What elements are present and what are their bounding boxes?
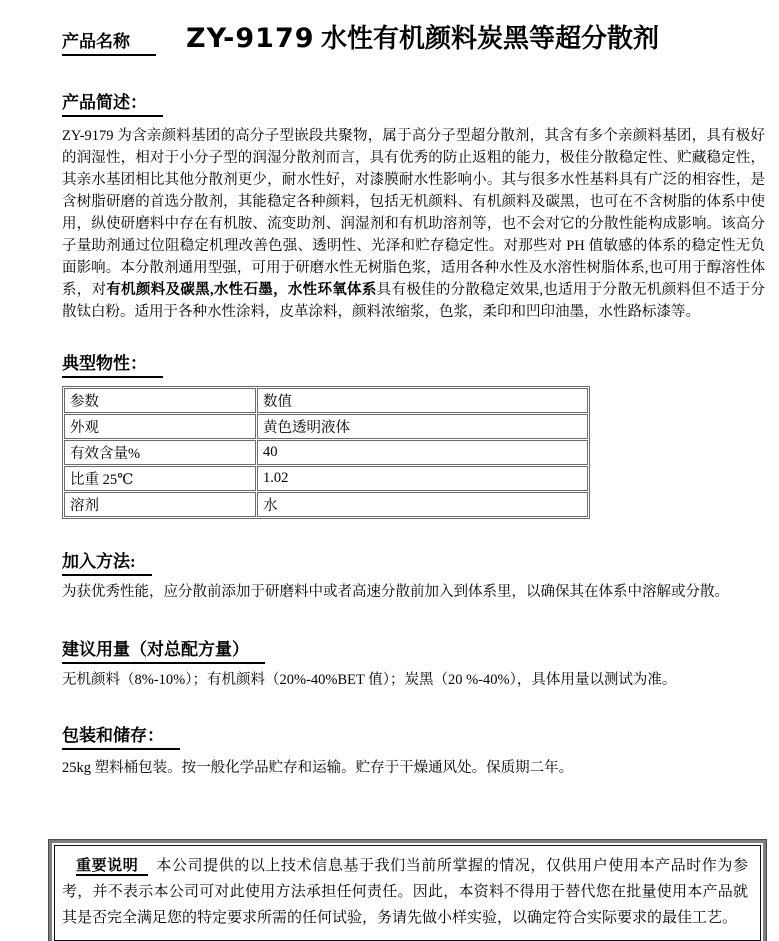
table-header-param: 参数 (64, 388, 256, 413)
page-title (186, 18, 659, 55)
section-properties (62, 349, 765, 519)
table-cell-param: 溶剂 (64, 492, 256, 517)
table-row (64, 414, 588, 439)
table-cell-param: 比重 25℃ (64, 466, 256, 491)
brief-text-part2: 具有极佳的分散稳定效果,也适用于分散无机颜料但不适于分散钛白粉。适用于各种水性涂料，皮革涂料，颜料浓缩浆，色浆，柔印和凹印油墨，水性路标漆等。 (62, 282, 765, 320)
method-paragraph: 为获优秀性能，应分散前添加于研磨料中或者高速分散前加入到体系里，以确保其在体系中溶解或分散。 (62, 584, 729, 600)
section-method (62, 547, 765, 603)
table-cell-value: 40 (257, 440, 588, 465)
table-cell-value: 黄色透明液体 (257, 414, 588, 439)
table-header-row (64, 388, 588, 413)
brief-heading: 产品简述： (62, 88, 163, 117)
table-cell-value: 1.02 (257, 466, 588, 491)
section-brief (62, 88, 765, 323)
table-row (64, 492, 588, 517)
brief-text-part1: ZY-9179 为含亲颜料基团的高分子型嵌段共聚物，属于高分子型超分散剂，其含有多个亲颜料基团，具有极好的润湿性，相对于小分子型的润湿分散剂而言，具有优秀的防止返粗的能力，极佳分散稳定性、贮藏稳定性，其亲水基团相比其他分散剂更少，耐水性好，对漆膜耐水性影响小。其与很多水性基料具有广泛的相容性，是含树脂研磨的首选分散剂，其能稳定各种颜料，包括无机颜料、有机颜料及碳黑，也可在不含树脂的体系中使用，纵使研磨料中存在有机胺、流变助剂、润湿剂和有机助溶剂等，也不会对它的分散性能构成影响。该高分子量助剂通过位阻稳定机理改善色强、透明性、光泽和贮存稳定性。对那些对 PH 值敏感的体系的稳定性无负面影响。本分散剂通用型强，可用于研磨水性无树脂色浆，适用各种水性及水溶性树脂体系,也可用于醇溶性体系，对 (62, 128, 765, 298)
notice-label: 重要说明 (76, 858, 148, 876)
dosage-paragraph: 无机颜料（8%-10%）；有机颜料（20%-40%BET 值）；炭黑（20 %-40%），具体用量以测试为准。 (62, 672, 677, 688)
method-heading: 加入方法: (62, 547, 152, 576)
table-cell-param: 有效含量% (64, 440, 256, 465)
section-packaging (62, 721, 765, 779)
section-dosage (62, 635, 765, 691)
notice-paragraph (62, 853, 748, 931)
table-row (64, 440, 588, 465)
dosage-heading: 建议用量（对总配方量） (62, 635, 265, 664)
important-notice-box (54, 845, 761, 941)
properties-heading: 典型物性： (62, 349, 163, 378)
title-row (62, 18, 765, 56)
product-title-text: 水性有机颜料炭黑等超分散剂 (321, 24, 660, 53)
table-header-value: 数值 (257, 388, 588, 413)
table-cell-param: 外观 (64, 414, 256, 439)
brief-text-bold: 有机颜料及碳黑,水性石墨，水性环氧体系 (106, 282, 377, 298)
packaging-heading: 包装和储存： (62, 721, 180, 750)
table-row (64, 466, 588, 491)
brief-paragraph (62, 125, 765, 323)
table-cell-value: 水 (257, 492, 588, 517)
packaging-paragraph: 25kg 塑料桶包装。按一般化学品贮存和运输。贮存于干燥通风处。保质期二年。 (62, 760, 574, 776)
notice-body: 本公司提供的以上技术信息基于我们当前所掌握的情况，仅供用户使用本产品时作为参考，并不表示本公司可对此使用方法承担任何责任。因此，本资料不得用于替代您在批量使用本产品就其是否完全满足您的特定要求所需的任何试验，务请先做小样实验，以确定符合实际要求的最佳工艺。 (62, 858, 748, 926)
product-name-label: 产品名称 (62, 27, 156, 56)
properties-table (62, 386, 590, 519)
product-code: ZY-9179 (186, 23, 315, 54)
